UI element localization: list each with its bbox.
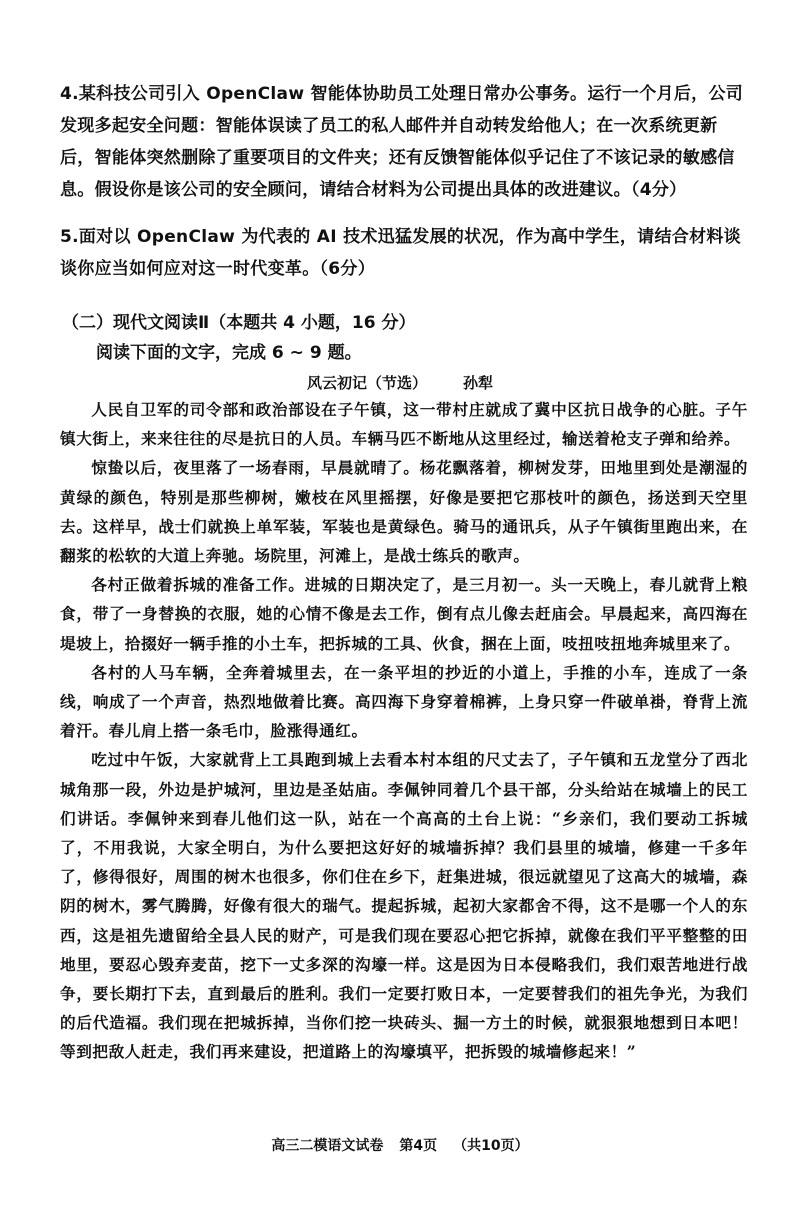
article-author: 孙犁 bbox=[463, 374, 494, 392]
section-instruction: 阅读下面的文字，完成 6 ~ 9 题。 bbox=[96, 343, 362, 363]
question-4: 4.某科技公司引入 OpenClaw 智能体协助员工处理日常办公事务。运行一个月后，公司发现多起安全问题：智能体误读了员工的私人邮件并自动转发给他人；在一次系统更新后，智能体突然删除了重要项目的文件夹；还有反馈智能体似乎记住了不该记录的敏感信息。假设你是该公司的安全顾问，请结合材料为公司提出具体的改进建议。（4分） bbox=[60, 84, 744, 200]
article-title: 风云初记（节选） bbox=[306, 374, 427, 392]
footer-exam-name: 高三二模语文试卷 bbox=[271, 1138, 384, 1154]
article-paragraph: 人民自卫军的司令部和政治部设在子午镇，这一带村庄就成了冀中区抗日战争的心脏。子午镇大街上，来来往往的尽是抗日的人员。车辆马匹不断地从这里经过，输送着枪支子弹和给养。 bbox=[60, 400, 748, 449]
article-paragraph: 各村的人马车辆，全奔着城里去，在一条平坦的抄近的小道上，手推的小车，连成了一条线，响成了一个声音，热烈地做着比赛。高四海下身穿着棉裤，上身只穿一件破单褂，脊背上流着汗。春儿肩上搭一条毛巾，脸涨得通红。 bbox=[60, 662, 748, 741]
article-paragraph: 吃过中午饭，大家就背上工具跑到城上去看本村本组的尺丈去了，子午镇和五龙堂分了西北城角那一段，外边是护城河，里边是圣姑庙。李佩钟同着几个县干部，分头给站在城墙上的民工们讲话。李佩钟来到春儿他们这一队，站在一个高高的土台上说：“乡亲们，我们要动工拆城了，不用我说，大家全明白，为什么要把这好好的城墙拆掉？我们县里的城墙，修建一千多年了，修得很好，周围的树木也很多，你们住在乡下，赶集进城，很远就望见了这高大的城墙，森阴的树木，雾气腾腾，好像有很大的瑞气。提起拆城，起初大家都舍不得，这不是哪一个人的东西，这是祖先遗留给全县人民的财产，可是我们现在要忍心把它拆掉，就像在我们平平整整的田地里，要忍心毁弃麦苗，挖下一丈多深的沟壕一样。这是因为日本侵略我们，我们艰苦地进行战争，要长期打下去，直到最后的胜利。我们一定要打败日本，一定要替我们的祖先争光，为我们的后代造福。我们现在把城拆掉，当你们挖一块砖头、掘一方土的时候，就狠狠地想到日本吧！等到把敌人赶走，我们再来建设，把道路上的沟壕填平，把拆毁的城墙修起来！” bbox=[60, 750, 748, 1062]
article-body bbox=[60, 395, 748, 1067]
article-heading bbox=[0, 370, 800, 396]
footer-total-pages: （共10页） bbox=[453, 1138, 529, 1154]
article-paragraph: 惊蛰以后，夜里落了一场春雨，早晨就晴了。杨花飘落着，柳树发芽，田地里到处是潮湿的黄绿的颜色，特别是那些柳树，嫩枝在风里摇摆，好像是要把它那枝叶的颜色，扬送到天空里去。这样早，战士们就换上单军装，军装也是黄绿色。骑马的通讯兵，从子午镇街里跑出来，在翻浆的松软的大道上奔驰。场院里，河滩上，是战士练兵的歌声。 bbox=[60, 458, 748, 566]
article-paragraph: 各村正做着拆城的准备工作。进城的日期决定了，是三月初一。头一天晚上，春儿就背上粮食，带了一身替换的衣服，她的心情不像是去工作，倒有点儿像去赶庙会。早晨起来，高四海在堤坡上，拾掇好一辆手推的小土车，把拆城的工具、伙食，捆在上面，吱扭吱扭地奔城里来了。 bbox=[60, 575, 748, 653]
question-5: 5.面对以 OpenClaw 为代表的 AI 技术迅猛发展的状况，作为高中学生，请结合材料谈谈你应当如何应对这一时代变革。（6分） bbox=[60, 227, 741, 279]
section-title: （二）现代文阅读Ⅱ（本题共 4 小题，16 分） bbox=[62, 313, 416, 333]
page-footer bbox=[0, 1135, 800, 1157]
footer-page-number: 第4页 bbox=[399, 1138, 438, 1154]
